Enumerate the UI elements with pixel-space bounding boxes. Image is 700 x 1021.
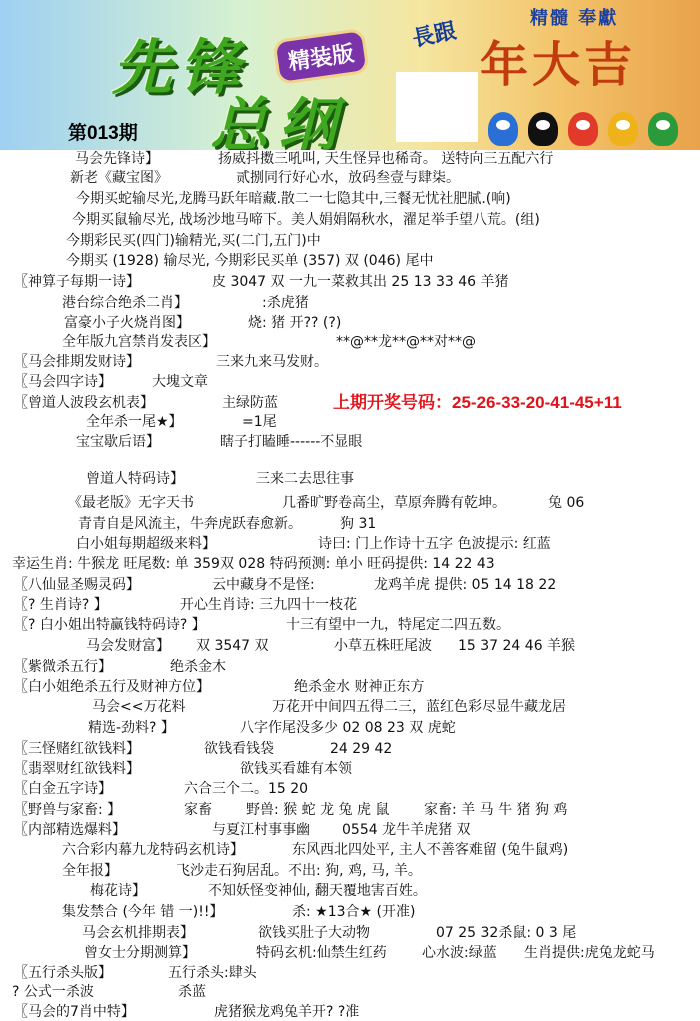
text-segment: 兔 06 [548,495,585,511]
text-segment: 五行杀头:肆头 [168,965,257,981]
text-segment: 〖翡翠财红欲钱料】 [14,761,140,777]
text-segment: 杀蓝 [178,984,206,1000]
text-segment: 龙鸡羊虎 提供: 05 14 18 22 [374,577,557,593]
text-segment: 〖? 白小姐出特赢钱特码诗? 】 [14,617,206,633]
text-segment: 〖马会四字诗】 [14,374,112,390]
text-segment: 杀: ★13合★ (开准) [292,904,416,920]
text-segment: 飞沙走石狗居乱。不出: 狗, 鸡, 马, 羊。 [176,863,422,879]
text-segment: 几番旷野卷高尘，草原奔腾有乾坤。 [282,495,506,511]
text-segment: 〖内部精选爆料】 [14,822,126,838]
text-segment: 精选-劲料? 】 [88,720,175,736]
banner-greeting-text: 年大吉 [480,37,637,93]
text-segment: 三来二去思往事 [256,471,354,487]
text-segment: 十三有望中一九，特尾定二四五数。 [286,617,510,633]
text-segment: 〖三怪赌红欲钱料】 [14,741,140,757]
banner-title-line1: 先锋 [112,33,248,103]
text-segment: 欲钱看钱袋 [204,741,274,757]
text-segment: 八字作尾没多少 02 08 23 双 虎蛇 [240,720,456,736]
text-segment: 三来九来马发财。 [216,354,328,370]
text-segment: 24 29 42 [330,741,393,757]
text-segment: =1尾 [242,414,277,430]
text-segment: 〖八仙显圣赐灵码】 [14,577,140,593]
text-segment: 心水波:绿蓝 [422,945,497,961]
banner-blank-patch [396,72,478,142]
mascot-icon [608,112,638,146]
mascot-icon [528,112,558,146]
text-segment: 生肖提供:虎兔龙蛇马 [524,945,655,961]
text-segment: 大塊文章 [152,374,208,390]
text-segment: 云中藏身不是怪: [212,577,315,593]
text-segment: 皮 3047 双 一九一菜救其出 25 13 33 46 羊猪 [212,274,509,290]
text-segment: 欲钱买肚子大动物 [258,925,370,941]
text-segment: 07 25 32杀鼠: 0 3 尾 [436,925,577,941]
text-segment: 〖野兽与家畜: 】 [14,802,122,818]
text-segment: 特码玄机:仙禁生红药 [256,945,387,961]
text-segment: 主绿防蓝 [222,395,278,411]
text-segment: 马会玄机排期表】 [82,925,194,941]
text-segment: 新老《藏宝图》 [70,170,168,186]
text-segment: 贰捌同行好心水，放码叁壹与肆柒。 [236,170,460,186]
text-segment: 绝杀金木 [170,659,226,675]
text-segment: 青青自是风流主，牛奔虎跃春愈新。 [78,516,302,532]
text-segment: 马会<<万花料 [92,699,186,715]
text-segment: 〖五行杀头版】 [14,965,112,981]
text-segment: 全年版九宫禁肖发表区】 [62,334,216,350]
text-segment: 宝宝歇后语】 [76,434,160,450]
text-segment: 万花开中间四五得二三，蓝红色彩尽显牛藏龙居 [272,699,566,715]
text-segment: 〖马会排期发财诗】 [14,354,140,370]
text-segment: 东风西北四处平, 主人不善客难留 (兔牛鼠鸡) [292,842,569,858]
header-banner [0,0,700,150]
mascot-icon [488,112,518,146]
text-segment: 梅花诗】 [90,883,146,899]
text-segment: 不知妖怪变神仙, 翻天覆地害百姓。 [208,883,427,899]
text-segment: 幸运生肖: 牛猴龙 旺尾数: 单 359双 028 特码预测: 单小 旺码提供: 14 22 43 [12,556,495,572]
text-segment: 曾道人特码诗】 [86,471,184,487]
text-segment: 马会发财富】 [86,638,170,654]
text-segment: 全年杀一尾★】 [86,414,183,430]
text-segment: 今期买蛇输尽光,龙腾马跃年暗藏.散二一七隐其中,三餐无忧社肥腻.(响) [76,191,511,207]
text-segment: 〖白金五字诗】 [14,781,112,797]
text-segment: 野兽: 猴 蛇 龙 兔 虎 鼠 [246,802,390,818]
text-segment: 集发禁合 (今年 错 一)!!】 [62,904,224,920]
text-segment: 全年报】 [62,863,118,879]
text-segment: 瞎子打瞌睡------不显眼 [220,434,363,450]
banner-top-right-text: 精髓 奉獻 [530,8,619,29]
text-segment: 欲钱买看雄有本领 [240,761,352,777]
mascot-icon [568,112,598,146]
text-segment: 〖神算子每期一诗】 [14,274,140,290]
banner-side-label: 長跟 [410,18,459,53]
text-segment: 狗 31 [340,516,377,532]
edition-badge: 精装版 [272,28,369,85]
text-segment: 今期买鼠输尽光, 战场沙地马啼下。美人娟娟隔秋水，濯足举手望八荒。(组) [72,212,540,228]
text-segment: 〖马会的7肖中特】 [14,1004,135,1020]
text-segment: 扬威抖擞三吼叫, 天生怪异也稀奇。 送特向三五配六行 [218,151,554,167]
text-segment: 0554 龙牛羊虎猪 双 [342,822,471,838]
text-segment: :杀虎猪 [262,295,309,311]
text-segment: 〖紫微杀五行】 [14,659,112,675]
banner-title-line2: 总纲 [210,91,347,150]
text-segment: 绝杀金水 财神正东方 [294,679,425,695]
prize-numbers: 25-26-33-20-41-45+11 [452,393,622,412]
content-area [0,150,700,1020]
text-segment: 小草五株旺尾波 [334,638,432,654]
text-segment: 今期买 (1928) 输尽光, 今期彩民买单 (357) 双 (046) 尾中 [66,253,434,269]
text-segment: 〖? 生肖诗? 】 [14,597,108,613]
text-segment: 诗曰: 门上作诗十五字 色波提示: 红蓝 [318,536,551,552]
text-segment: 虎猪猴龙鸡兔羊开? ?准 [214,1004,360,1020]
text-segment: 港台综合绝杀二肖】 [62,295,188,311]
text-segment: 家畜 [184,802,212,818]
text-segment: 六合三个二。15 20 [184,781,309,797]
text-segment: 《最老版》无字天书 [68,495,194,511]
text-segment: 〖白小姐绝杀五行及财神方位】 [14,679,210,695]
text-segment: ? 公式一杀波 [12,984,94,1000]
text-segment: **@**龙**@**对**@ [336,334,476,350]
text-segment: 曾女士分期测算】 [84,945,196,961]
issue-number: 第013期 [68,123,138,144]
text-segment: 双 3547 双 [196,638,269,654]
text-segment: 马会先锋诗】 [75,151,159,167]
text-segment: 烧: 猪 开?? (?) [248,315,342,331]
text-segment: 15 37 24 46 羊猴 [458,638,576,654]
text-segment: 与夏江村事事幽 [212,822,310,838]
text-segment: 六合彩内幕九龙特码玄机诗】 [62,842,244,858]
last-draw-numbers [333,388,622,413]
text-segment: 家畜: 羊 马 牛 猪 狗 鸡 [424,802,568,818]
text-segment: 白小姐每期超级来料】 [76,536,216,552]
prize-label: 上期开奖号码： [333,393,452,412]
text-segment: 开心生肖诗: 三九四十一枝花 [180,597,358,613]
text-segment: 今期彩民买(四门)输精光,买(二门,五门)中 [66,233,321,249]
text-segment: 富豪小子火烧肖图】 [64,315,190,331]
mascot-icon [648,112,678,146]
text-segment: 〖曾道人波段玄机表】 [14,395,154,411]
